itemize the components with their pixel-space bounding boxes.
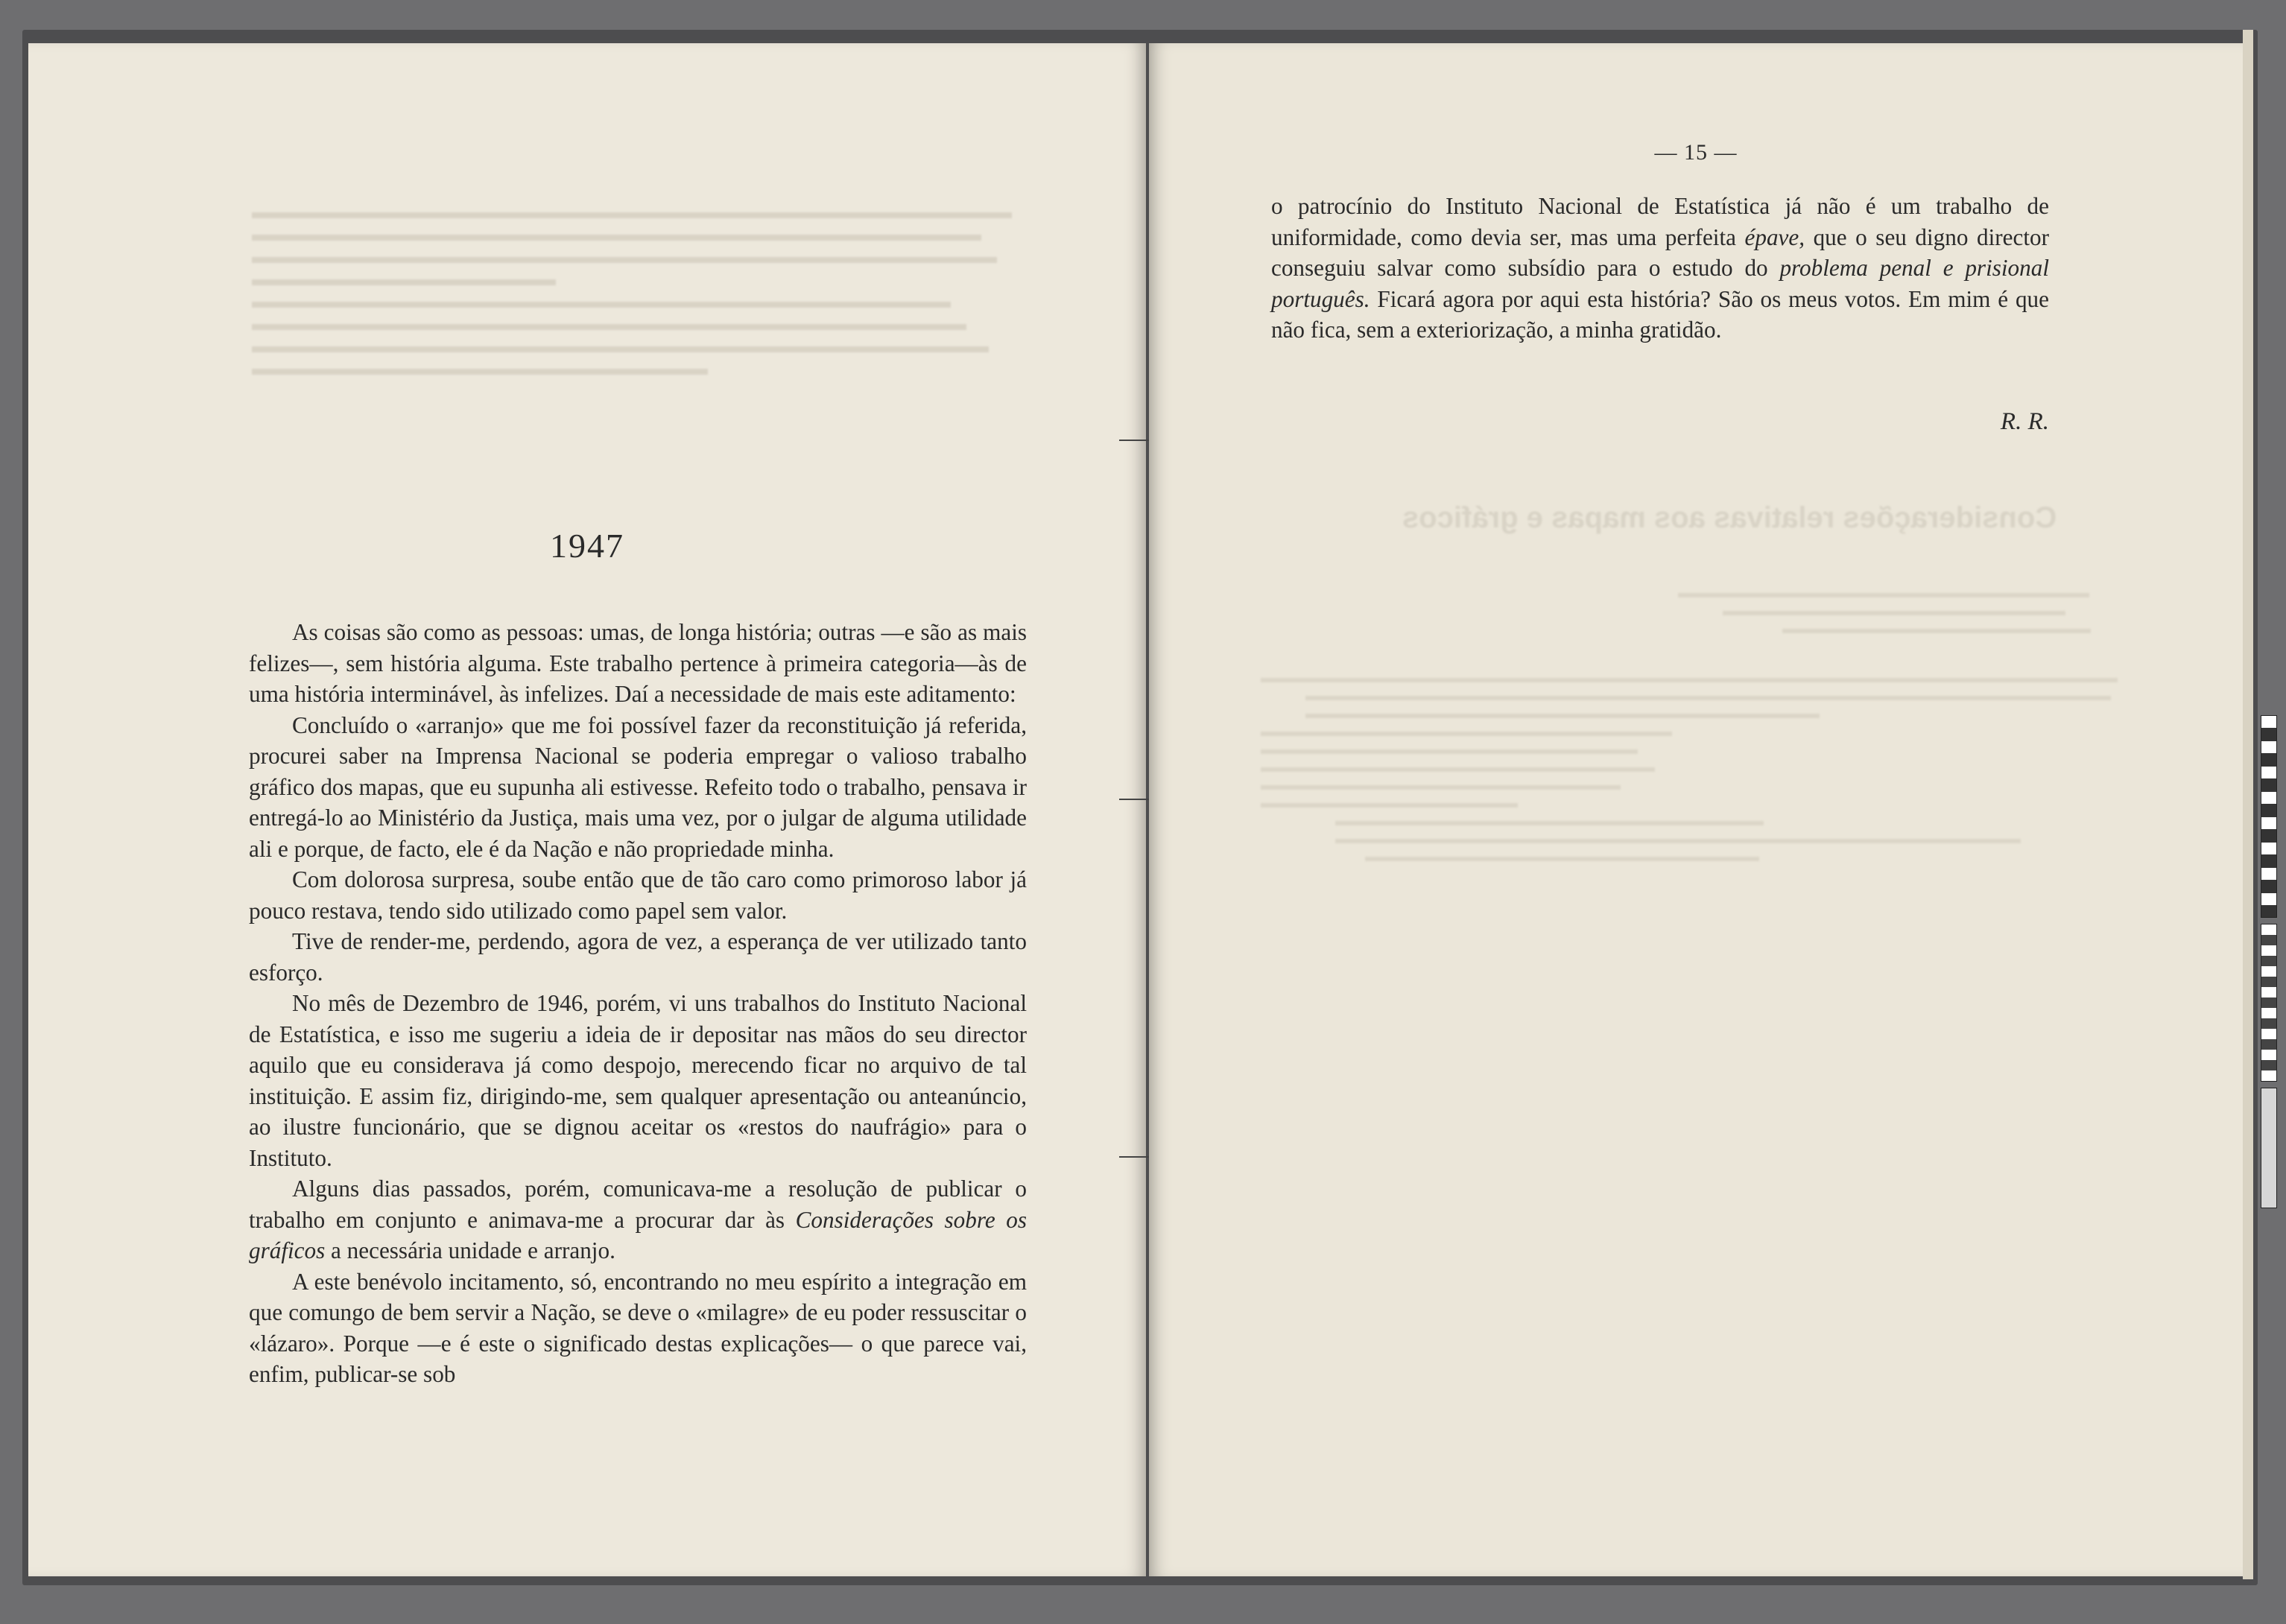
bleed-through-block xyxy=(1261,580,2118,1041)
page-edge xyxy=(2243,30,2253,1579)
paragraph-4: Tive de render-me, perdendo, agora de vez, a esperança de ver utilizado tanto esforço. xyxy=(249,928,1027,986)
bleed-through-lines xyxy=(252,196,1012,449)
paragraph-5: No mês de Dezembro de 1946, porém, vi uns trabalhos do Instituto Nacional de Estatística, e isso me sugeriu a ideia de ir depositar nas mãos do seu director aquilo que eu considerava já como despojo, merecendo ficar no arquivo de tal instituição. E assim fiz, dirigindo-me, sem qualquer apresentação ou anteanúncio, ao ilustre funcionário, que se dignou aceitar os «restos do naufrágio» para o Instituto. xyxy=(249,990,1027,1171)
calibration-strip xyxy=(2261,1088,2277,1208)
italic-problema: problema penal e prisional português. xyxy=(1271,255,2049,312)
paragraph-2: Concluído o «arranjo» que me foi possível fazer da reconstituição já referida, procurei saber na Imprensa Nacional se poderia empregar o valioso trabalho gráfico dos mapas, que eu supunha ali estivesse. Refeito todo o trabalho, pensava ir entregá-lo ao Ministério da Justiça, mais uma vez, por o julgar de alguma utilidade ali e porque, de facto, ele é da Nação e não propriedade minha. xyxy=(249,711,1027,862)
paragraph-6: Alguns dias passados, porém, comunicava-me a resolução de publicar o trabalho em conjunto e animava-me a procurar dar às Considerações sobre os gráficos a necessária unidade e arranjo. xyxy=(249,1176,1027,1263)
italic-considerations: Considerações sobre os gráficos xyxy=(249,1206,1027,1263)
left-body-text xyxy=(249,617,1027,1390)
page-number: — 15 — xyxy=(1654,140,1738,165)
text-part: o patrocínio do Instituto Nacional de Estatística já não é um trabalho de uniformidade, como devia ser, mas uma perfeita xyxy=(1271,193,2049,250)
left-page xyxy=(28,43,1146,1576)
signature-initials: R. R. xyxy=(2000,408,2049,435)
text-part: Ficará agora por aqui esta história? São os meus votos. Em mim é que não fica, sem a exteriorização, a minha gratidão. xyxy=(1271,285,2049,343)
paragraph-3: Com dolorosa surpresa, soube então que de tão caro como primoroso labor já pouco restava, tendo sido utilizado como papel sem valor. xyxy=(249,866,1027,924)
right-page xyxy=(1149,43,2243,1576)
italic-epave: épave, xyxy=(1744,223,1805,250)
text-part: que o seu digno director conseguiu salvar como subsídio para o estudo do xyxy=(1271,223,2049,281)
paragraph-7: A este benévolo incitamento, só, encontrando no meu espírito a integração em que comungo de bem servir a Nação, se deve o «milagre» de eu poder ressuscitar o «lázaro». Porque —e é este o significado destas explicações— o que parece vai, enfim, publicar-se sob xyxy=(249,1268,1027,1387)
stitch-mark xyxy=(1119,799,1149,800)
stitch-mark xyxy=(1119,1156,1149,1158)
paragraph-continued xyxy=(1271,191,2049,346)
section-year-heading: 1947 xyxy=(550,527,624,565)
bleed-through-title: Considerações relativas aos mapas e gráficos xyxy=(1402,501,2057,534)
calibration-strip xyxy=(2261,924,2277,1082)
calibration-strip xyxy=(2261,715,2277,918)
paragraph-1: As coisas são como as pessoas: umas, de longa história; outras —e são as mais felizes—, sem história alguma. Este trabalho pertence à primeira categoria—às de uma história interminável, às infelizes. Daí a necessidade de mais este aditamento: xyxy=(249,619,1027,707)
right-body-text xyxy=(1271,191,2049,346)
stitch-mark xyxy=(1119,440,1149,441)
